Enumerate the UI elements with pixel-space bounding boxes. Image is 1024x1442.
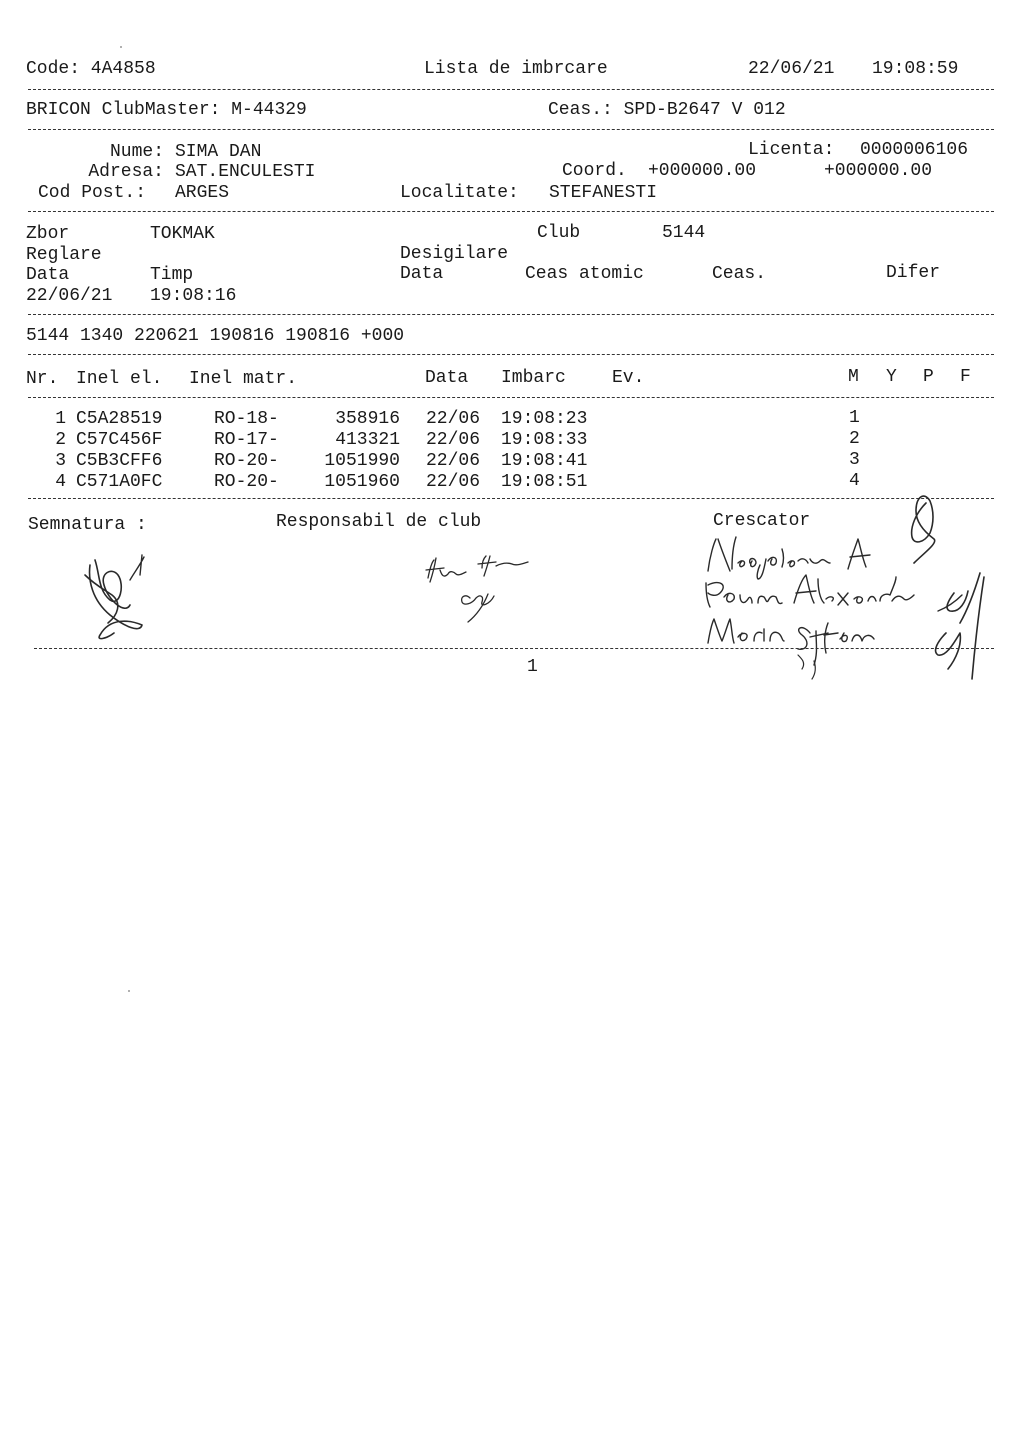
row-m: 4: [849, 471, 860, 491]
reglare-time: 19:08:16: [150, 286, 237, 306]
club-master: BRICON ClubMaster: M-44329: [26, 100, 307, 120]
scan-speck: [128, 990, 130, 992]
col-p: P: [923, 367, 934, 387]
row-m: 2: [849, 429, 860, 449]
club-label: Club: [537, 223, 581, 243]
col-y: Y: [886, 367, 897, 387]
row-prefix: RO-20-: [214, 451, 279, 471]
reglare-date: 22/06/21: [26, 286, 113, 306]
page-number: 1: [527, 657, 538, 677]
col-inel-matr: Inel matr.: [189, 369, 298, 389]
col-nr: Nr.: [26, 369, 59, 389]
code-label: Code: 4A4858: [26, 59, 156, 79]
divider: [28, 354, 994, 355]
desigilare-label: Desigilare: [400, 244, 509, 264]
row-nr: 3: [55, 451, 66, 471]
data2-label: Data: [400, 264, 444, 284]
ceas-label: Ceas.: [712, 264, 767, 284]
data-label: Data: [26, 265, 70, 285]
coord-label: Coord.: [562, 161, 627, 181]
row-nr: 1: [55, 409, 66, 429]
semnatura-label: Semnatura :: [28, 515, 147, 535]
summary-line: 5144 1340 220621 190816 190816 +000: [26, 326, 405, 346]
row-time: 19:08:33: [501, 430, 588, 450]
document-title: Lista de imbrcare: [424, 59, 608, 79]
row-inel-el: C571A0FC: [76, 472, 163, 492]
row-time: 19:08:41: [501, 451, 588, 471]
license-value: 0000006106: [860, 140, 969, 160]
responsabil-signature: [420, 548, 540, 630]
row-m: 1: [849, 408, 860, 428]
row-prefix: RO-18-: [214, 409, 279, 429]
postal-value: ARGES: [175, 183, 230, 203]
crescator-label: Crescator: [713, 511, 811, 531]
scan-speck: [120, 46, 122, 48]
row-nr: 4: [55, 472, 66, 492]
reglare-label: Reglare: [26, 245, 102, 265]
row-date: 22/06: [426, 430, 481, 450]
row-prefix: RO-17-: [214, 430, 279, 450]
ceas-atomic-label: Ceas atomic: [525, 264, 644, 284]
col-inel-el: Inel el.: [76, 369, 163, 389]
row-time: 19:08:51: [501, 472, 588, 492]
print-date: 22/06/21: [748, 59, 835, 79]
semnatura-signature: [70, 545, 160, 645]
row-inel-el: C57C456F: [76, 430, 163, 450]
row-date: 22/06: [426, 409, 481, 429]
club-value: 5144: [662, 223, 706, 243]
row-inel-el: C5A28519: [76, 409, 163, 429]
row-nr: 2: [55, 430, 66, 450]
col-ev: Ev.: [612, 368, 645, 388]
divider: [28, 397, 994, 398]
col-imbarc: Imbarc: [501, 368, 566, 388]
name-label: Nume:: [109, 142, 164, 162]
zbor-value: TOKMAK: [150, 224, 215, 244]
col-m: M: [848, 367, 859, 387]
divider: [28, 89, 994, 90]
address-value: SAT.ENCULESTI: [175, 162, 316, 182]
row-time: 19:08:23: [501, 409, 588, 429]
name-value: SIMA DAN: [175, 142, 262, 162]
row-inel-el: C5B3CFF6: [76, 451, 163, 471]
crescator-signatures: [698, 483, 998, 683]
timp-label: Timp: [150, 265, 194, 285]
row-number: 358916: [335, 409, 400, 429]
row-number: 1051990: [324, 451, 400, 471]
row-m: 3: [849, 450, 860, 470]
row-date: 22/06: [426, 472, 481, 492]
coord-x: +000000.00: [648, 161, 757, 181]
col-data: Data: [425, 368, 469, 388]
clock-id: Ceas.: SPD-B2647 V 012: [548, 100, 786, 120]
row-number: 413321: [335, 430, 400, 450]
divider: [28, 314, 994, 315]
locality-label: Localitate:: [400, 183, 519, 203]
row-number: 1051960: [324, 472, 400, 492]
divider: [28, 129, 994, 130]
coord-y: +000000.00: [824, 161, 933, 181]
print-time: 19:08:59: [872, 59, 959, 79]
responsabil-label: Responsabil de club: [276, 512, 482, 532]
row-date: 22/06: [426, 451, 481, 471]
row-prefix: RO-20-: [214, 472, 279, 492]
zbor-label: Zbor: [26, 224, 70, 244]
col-f: F: [960, 367, 971, 387]
postal-label: Cod Post.:: [38, 183, 147, 203]
difer-label: Difer: [886, 263, 941, 283]
divider: [28, 211, 994, 212]
address-label: Adresa:: [88, 162, 164, 182]
divider: [34, 648, 994, 649]
license-label: Licenta:: [748, 140, 835, 160]
locality-value: STEFANESTI: [549, 183, 658, 203]
